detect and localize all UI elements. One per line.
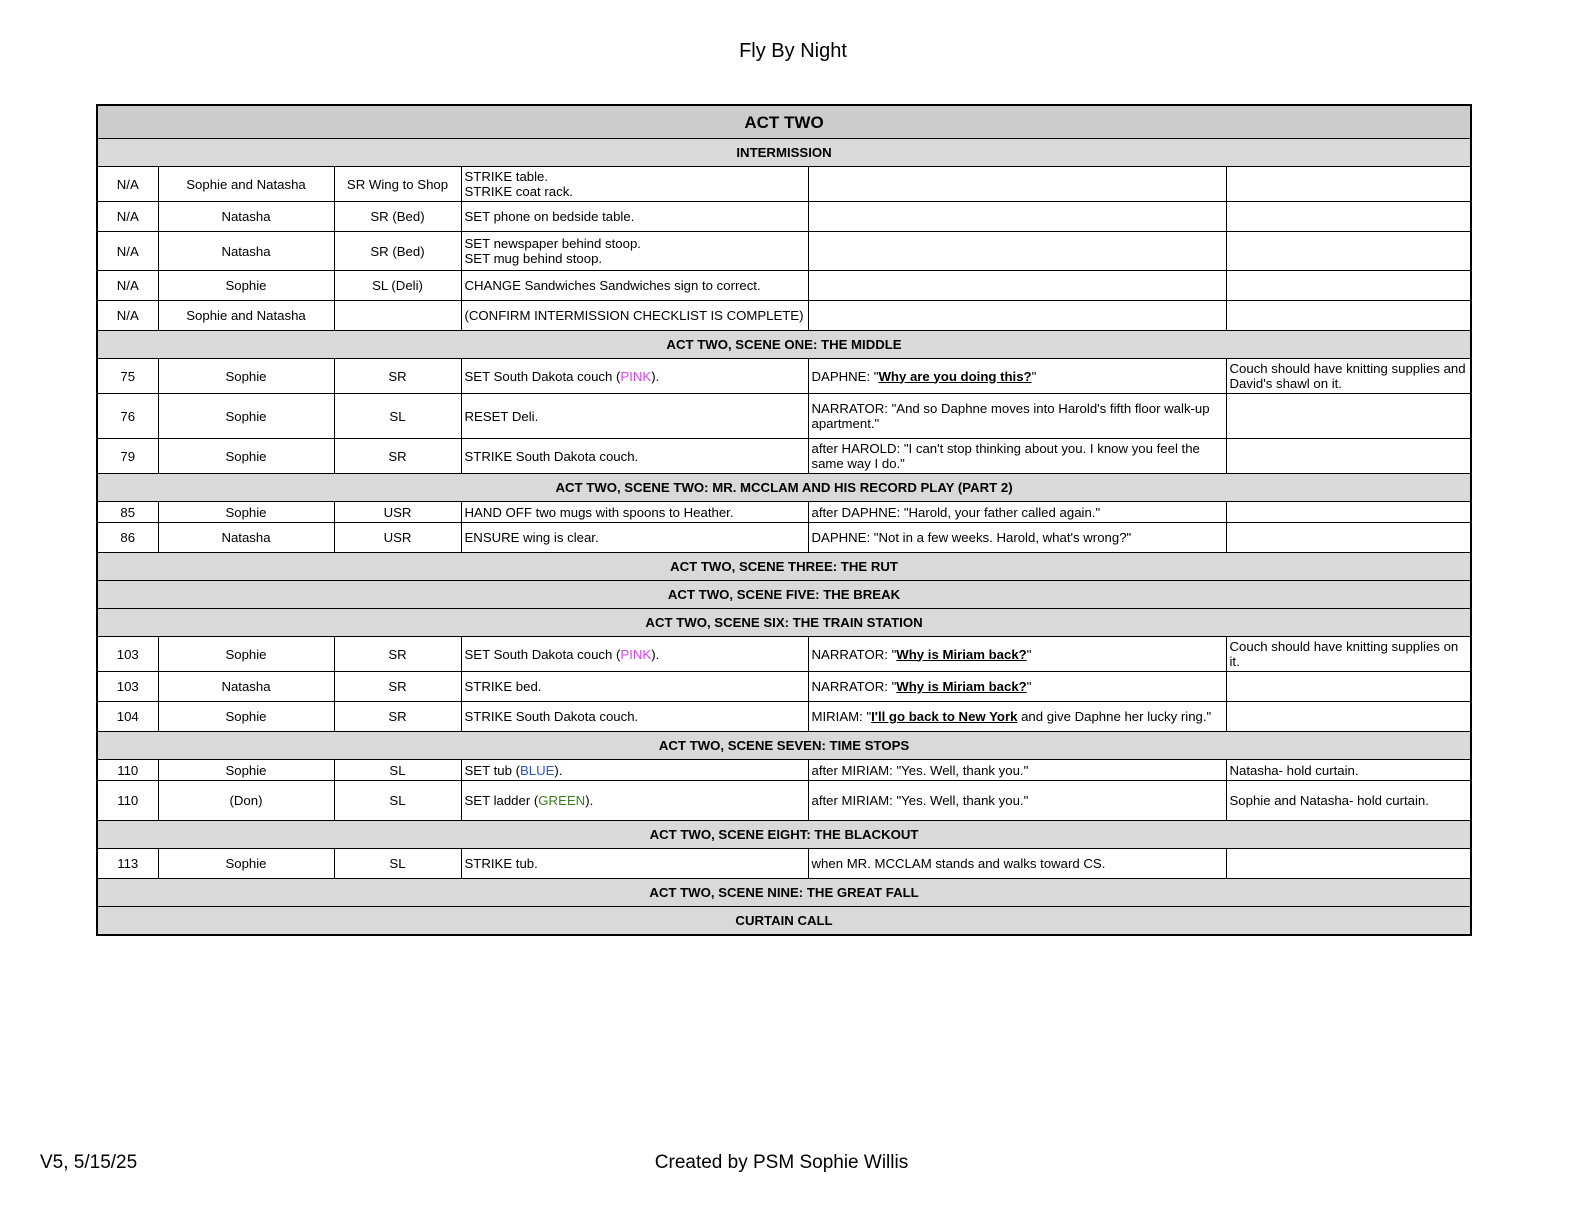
notes-cell (1226, 702, 1471, 732)
text-line (465, 709, 805, 724)
cue-row (97, 394, 1471, 439)
crew-cell: Natasha (158, 202, 334, 232)
text-line (1230, 654, 1468, 669)
text-run: ). (554, 762, 563, 778)
text-line (465, 647, 805, 662)
action-cell (461, 781, 808, 821)
location-cell (334, 301, 461, 331)
cue-line-cell (808, 672, 1226, 702)
crew-cell: Natasha (158, 523, 334, 553)
action-cell (461, 301, 808, 331)
text-run: and give Daphne her lucky ring." (1017, 709, 1212, 724)
page-number-cell: 76 (97, 394, 158, 439)
location-cell: SR (334, 672, 461, 702)
text-run: ). (651, 646, 660, 662)
location-cell: SL (334, 849, 461, 879)
text-line (1230, 639, 1468, 654)
cue-row (97, 301, 1471, 331)
crew-cell: Sophie and Natasha (158, 301, 334, 331)
text-run: SET South Dakota couch ( (464, 646, 621, 662)
section-title: CURTAIN CALL (97, 907, 1471, 935)
text-line (465, 209, 805, 224)
section-header-row (97, 553, 1471, 581)
text-line (812, 763, 1223, 778)
section-title: ACT TWO, SCENE THREE: THE RUT (97, 553, 1471, 581)
location-cell: USR (334, 523, 461, 553)
location-cell: SR (Bed) (334, 232, 461, 271)
page-number-cell: 113 (97, 849, 158, 879)
text-run: HAND OFF two mugs with spoons to Heather. (464, 504, 734, 520)
run-sheet-table (96, 104, 1472, 936)
text-run: NARRATOR: "And so Daphne moves into Harold's fifth floor walk-up (811, 401, 1210, 416)
page-number-cell: 104 (97, 702, 158, 732)
action-cell (461, 672, 808, 702)
crew-cell: Natasha (158, 232, 334, 271)
text-run: after MIRIAM: "Yes. Well, thank you." (811, 762, 1029, 778)
text-line (1230, 793, 1468, 808)
notes-cell (1226, 760, 1471, 781)
text-run: " (1026, 646, 1032, 662)
location-cell: SR Wing to Shop (334, 167, 461, 202)
text-run: SET newspaper behind stoop. (464, 236, 641, 251)
section-title: ACT TWO, SCENE TWO: MR. MCCLAM AND HIS RECORD PLAY (PART 2) (97, 474, 1471, 502)
act-title: ACT TWO (97, 105, 1471, 139)
cue-line-cell (808, 702, 1226, 732)
cue-line-cell (808, 232, 1226, 271)
text-line (1230, 376, 1468, 391)
page-number-cell: N/A (97, 271, 158, 301)
text-run: SET South Dakota couch ( (464, 368, 621, 384)
text-run: Couch should have knitting supplies and (1229, 361, 1466, 376)
notes-cell (1226, 637, 1471, 672)
section-title: ACT TWO, SCENE EIGHT: THE BLACKOUT (97, 821, 1471, 849)
cue-row (97, 271, 1471, 301)
page-number-cell: 103 (97, 637, 158, 672)
text-run: " (1026, 679, 1032, 694)
text-line (465, 308, 805, 323)
text-line (812, 416, 1223, 431)
crew-cell: Sophie (158, 849, 334, 879)
text-run: CHANGE Sandwiches Sandwiches sign to correct. (464, 278, 761, 293)
location-cell: SL (Deli) (334, 271, 461, 301)
crew-cell: Sophie (158, 359, 334, 394)
text-run: it. (1229, 654, 1240, 669)
page-number-cell: 79 (97, 439, 158, 474)
text-line (465, 679, 805, 694)
action-cell (461, 232, 808, 271)
text-line (465, 793, 805, 808)
text-run: (CONFIRM INTERMISSION CHECKLIST IS COMPLETE) (464, 308, 804, 323)
colored-text: GREEN (538, 793, 586, 808)
text-run: MIRIAM: " (811, 709, 872, 724)
text-line (465, 278, 805, 293)
text-run: Couch should have knitting supplies on (1229, 639, 1459, 654)
crew-cell: Sophie (158, 502, 334, 523)
location-cell: SL (334, 760, 461, 781)
text-run: after HAROLD: "I can't stop thinking about you. I know you feel the (811, 441, 1200, 456)
cue-line-cell (808, 439, 1226, 474)
cue-row (97, 359, 1471, 394)
text-line (812, 709, 1223, 724)
footer-version: V5, 5/15/25 (40, 1152, 138, 1173)
notes-cell (1226, 394, 1471, 439)
action-cell (461, 202, 808, 232)
crew-cell: Sophie and Natasha (158, 167, 334, 202)
location-cell: SR (334, 702, 461, 732)
crew-cell: (Don) (158, 781, 334, 821)
text-run: after MIRIAM: "Yes. Well, thank you." (811, 793, 1029, 808)
text-run: SET mug behind stoop. (464, 251, 603, 266)
crew-cell: Natasha (158, 672, 334, 702)
cue-row (97, 202, 1471, 232)
action-cell (461, 167, 808, 202)
notes-cell (1226, 523, 1471, 553)
section-header-row (97, 907, 1471, 935)
section-title: ACT TWO, SCENE SIX: THE TRAIN STATION (97, 609, 1471, 637)
location-cell: SL (334, 781, 461, 821)
underlined-line-text: Why are you doing this? (878, 368, 1032, 384)
notes-cell (1226, 271, 1471, 301)
cue-line-cell (808, 202, 1226, 232)
text-run: DAPHNE: " (811, 368, 879, 384)
page-number-cell: N/A (97, 301, 158, 331)
location-cell: SR (Bed) (334, 202, 461, 232)
text-line (465, 763, 805, 778)
section-title: ACT TWO, SCENE ONE: THE MIDDLE (97, 331, 1471, 359)
text-line (1230, 763, 1468, 778)
text-line (465, 409, 805, 424)
section-title: INTERMISSION (97, 139, 1471, 167)
colored-text: BLUE (519, 762, 555, 778)
text-run: NARRATOR: " (811, 679, 897, 694)
text-line (812, 505, 1223, 520)
colored-text: PINK (620, 368, 652, 384)
notes-cell (1226, 502, 1471, 523)
page-number-cell: 103 (97, 672, 158, 702)
text-run: ). (585, 793, 594, 808)
action-cell (461, 359, 808, 394)
text-run: SET phone on bedside table. (464, 209, 635, 224)
cue-row (97, 637, 1471, 672)
text-line (812, 456, 1223, 471)
text-run: STRIKE coat rack. (464, 184, 573, 199)
text-run: SET tub ( (464, 762, 520, 778)
text-run: apartment." (811, 416, 880, 431)
cue-row (97, 523, 1471, 553)
action-cell (461, 502, 808, 523)
notes-cell (1226, 202, 1471, 232)
text-run: STRIKE South Dakota couch. (464, 709, 639, 724)
section-title: ACT TWO, SCENE SEVEN: TIME STOPS (97, 732, 1471, 760)
text-run: when MR. MCCLAM stands and walks toward CS. (811, 856, 1106, 871)
footer-credit: Created by PSM Sophie Willis (654, 1152, 909, 1173)
text-run: NARRATOR: " (811, 646, 897, 662)
page-number-cell: N/A (97, 232, 158, 271)
cue-row (97, 439, 1471, 474)
text-line (465, 505, 805, 520)
cue-row (97, 167, 1471, 202)
text-line (1230, 361, 1468, 376)
text-line (465, 449, 805, 464)
text-line (465, 169, 805, 184)
cue-row (97, 672, 1471, 702)
cue-row (97, 502, 1471, 523)
action-cell (461, 394, 808, 439)
cue-row (97, 849, 1471, 879)
text-run: STRIKE table. (464, 169, 549, 184)
cue-line-cell (808, 271, 1226, 301)
text-line (465, 856, 805, 871)
text-line (465, 369, 805, 384)
notes-cell (1226, 439, 1471, 474)
notes-cell (1226, 672, 1471, 702)
cue-line-cell (808, 781, 1226, 821)
cue-line-cell (808, 637, 1226, 672)
text-line (465, 530, 805, 545)
notes-cell (1226, 781, 1471, 821)
colored-text: PINK (620, 646, 652, 662)
text-line (812, 441, 1223, 456)
underlined-line-text: Why is Miriam back? (896, 646, 1027, 662)
crew-cell: Sophie (158, 760, 334, 781)
section-title: ACT TWO, SCENE FIVE: THE BREAK (97, 581, 1471, 609)
underlined-line-text: Why is Miriam back? (896, 679, 1027, 694)
section-header-row (97, 331, 1471, 359)
text-line (812, 401, 1223, 416)
action-cell (461, 760, 808, 781)
underlined-line-text: I'll go back to New York (871, 709, 1018, 724)
text-line (465, 236, 805, 251)
section-title: ACT TWO, SCENE NINE: THE GREAT FALL (97, 879, 1471, 907)
action-cell (461, 849, 808, 879)
text-line (812, 647, 1223, 662)
page-number-cell: 110 (97, 760, 158, 781)
text-line (812, 530, 1223, 545)
text-run: David's shawl on it. (1229, 376, 1342, 391)
text-line (812, 856, 1223, 871)
text-run: STRIKE tub. (464, 856, 538, 871)
page-number-cell: 110 (97, 781, 158, 821)
text-line (465, 251, 805, 266)
page-number-cell: 86 (97, 523, 158, 553)
cue-line-cell (808, 849, 1226, 879)
action-cell (461, 271, 808, 301)
location-cell: SR (334, 439, 461, 474)
location-cell: USR (334, 502, 461, 523)
section-header-row (97, 139, 1471, 167)
section-header-row (97, 609, 1471, 637)
cue-row (97, 781, 1471, 821)
section-header-row (97, 581, 1471, 609)
notes-cell (1226, 167, 1471, 202)
text-line (812, 793, 1223, 808)
text-run: STRIKE South Dakota couch. (464, 448, 639, 464)
text-run: ENSURE wing is clear. (464, 530, 599, 545)
notes-cell (1226, 301, 1471, 331)
text-run: after DAPHNE: "Harold, your father called again." (811, 504, 1101, 520)
cue-row (97, 760, 1471, 781)
crew-cell: Sophie (158, 271, 334, 301)
cue-line-cell (808, 523, 1226, 553)
crew-cell: Sophie (158, 394, 334, 439)
act-header-row (97, 105, 1471, 139)
action-cell (461, 523, 808, 553)
cue-row (97, 702, 1471, 732)
page-number-cell: 85 (97, 502, 158, 523)
location-cell: SR (334, 637, 461, 672)
action-cell (461, 637, 808, 672)
text-line (812, 369, 1223, 384)
text-run: " (1031, 368, 1037, 384)
text-run: Sophie and Natasha- hold curtain. (1229, 793, 1429, 808)
text-run: DAPHNE: "Not in a few weeks. Harold, what's wrong?" (811, 530, 1132, 545)
text-run: STRIKE bed. (464, 679, 542, 694)
text-run: SET ladder ( (464, 793, 539, 808)
notes-cell (1226, 359, 1471, 394)
page-number-cell: 75 (97, 359, 158, 394)
text-run: same way I do." (811, 456, 905, 471)
text-run: RESET Deli. (464, 408, 539, 424)
text-run: ). (651, 368, 660, 384)
cue-line-cell (808, 359, 1226, 394)
page-title: Fly By Night (739, 40, 847, 62)
cue-line-cell (808, 502, 1226, 523)
cue-row (97, 232, 1471, 271)
crew-cell: Sophie (158, 637, 334, 672)
section-header-row (97, 821, 1471, 849)
cue-line-cell (808, 760, 1226, 781)
crew-cell: Sophie (158, 702, 334, 732)
section-header-row (97, 474, 1471, 502)
notes-cell (1226, 232, 1471, 271)
text-line (812, 679, 1223, 694)
text-run: Natasha- hold curtain. (1229, 762, 1359, 778)
page-number-cell: N/A (97, 167, 158, 202)
action-cell (461, 702, 808, 732)
cue-line-cell (808, 394, 1226, 439)
action-cell (461, 439, 808, 474)
text-line (465, 184, 805, 199)
location-cell: SL (334, 394, 461, 439)
page-number-cell: N/A (97, 202, 158, 232)
location-cell: SR (334, 359, 461, 394)
crew-cell: Sophie (158, 439, 334, 474)
cue-line-cell (808, 167, 1226, 202)
section-header-row (97, 879, 1471, 907)
cue-line-cell (808, 301, 1226, 331)
notes-cell (1226, 849, 1471, 879)
section-header-row (97, 732, 1471, 760)
